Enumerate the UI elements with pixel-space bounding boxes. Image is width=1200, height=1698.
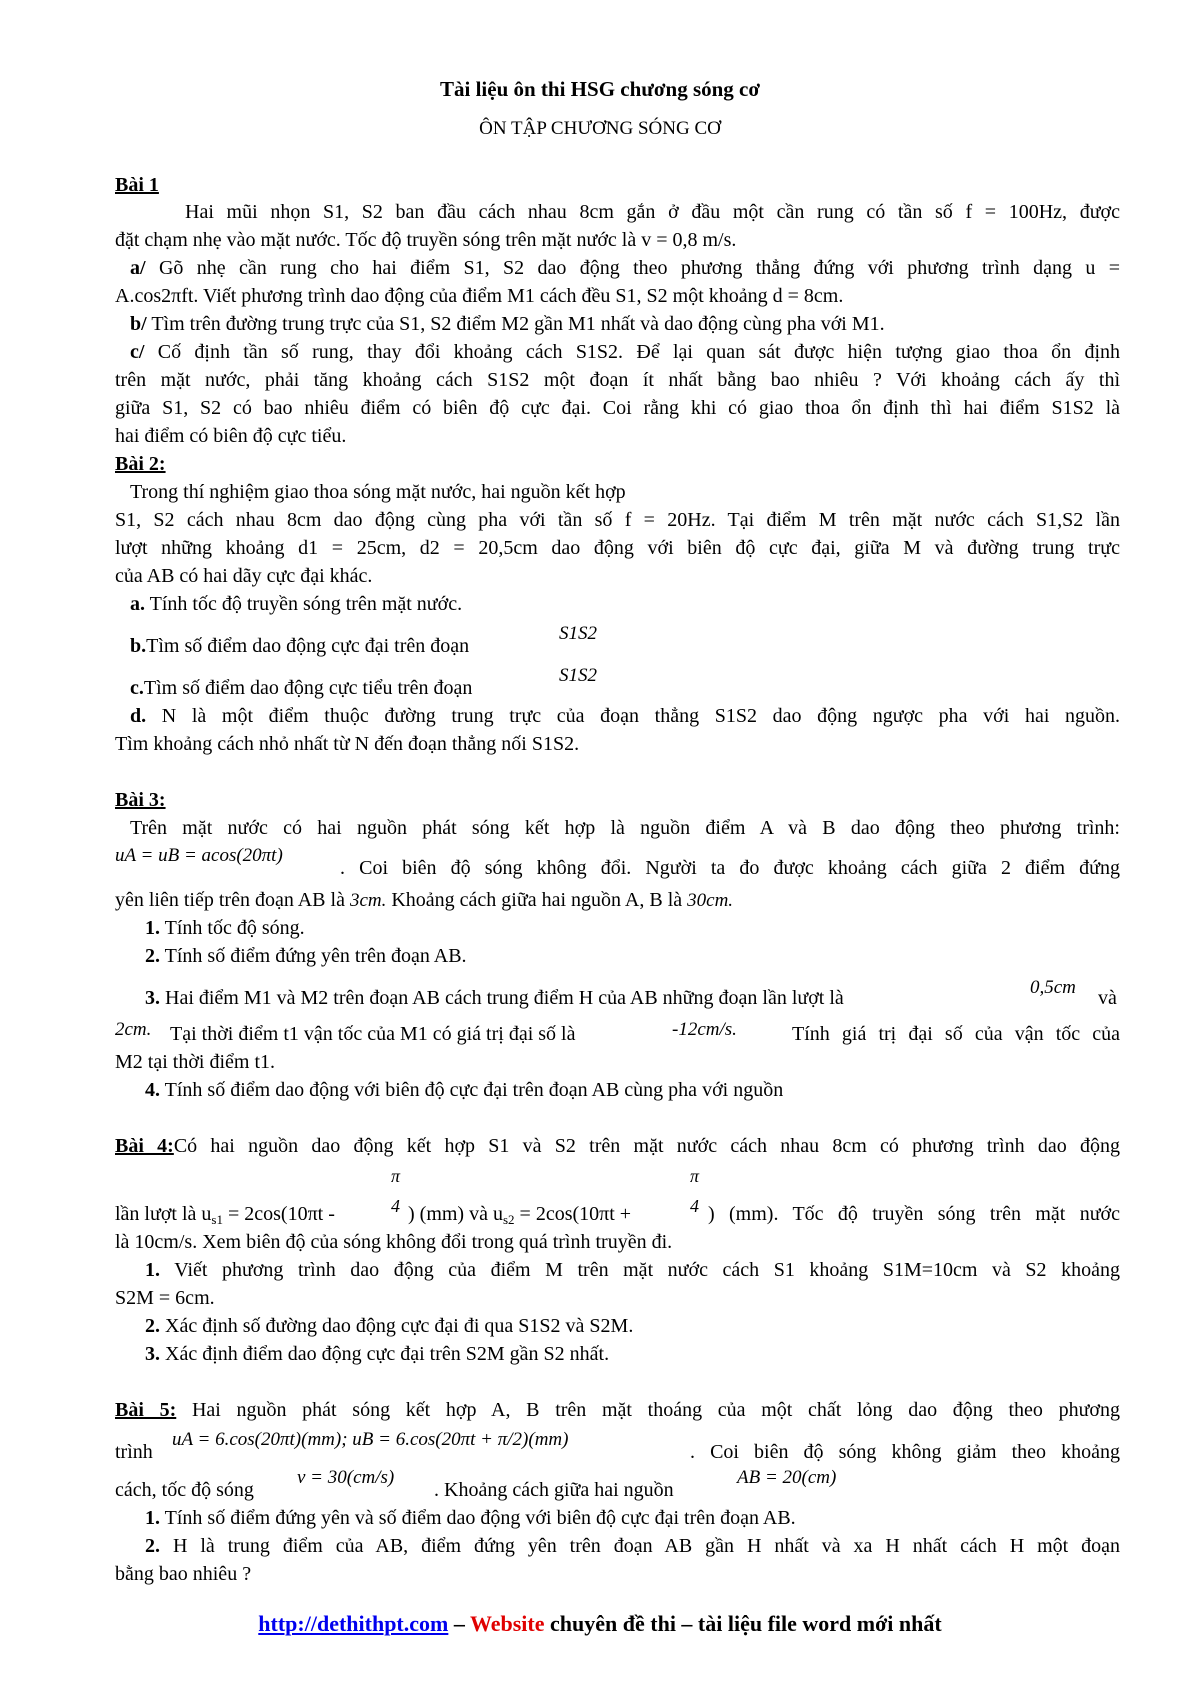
- label-a: a/: [130, 257, 146, 279]
- bai4-heading: Bài 4:: [115, 1135, 174, 1157]
- footer-website: Website: [469, 1611, 545, 1636]
- bai3-2cm: 2cm.: [115, 1019, 152, 1040]
- bai2-c-line: [115, 676, 1135, 700]
- bai4-item3: [115, 1342, 1150, 1366]
- bai1-line1: Hai mũi nhọn S1, S2 ban đầu cách nhau 8cm gắn ở đầu một cần rung có tần số f = 100Hz, được: [185, 201, 1120, 223]
- bai3-item1-text: Tính tốc độ sóng.: [164, 917, 305, 939]
- bai4-u2: ) (mm) và u: [408, 1203, 503, 1225]
- bai4-item1-line1: [115, 1258, 1120, 1282]
- bai2-c-text: Tìm số điểm dao động cực tiểu trên đoạn: [143, 677, 473, 699]
- footer-rest: chuyên đề thi – tài liệu file word mới nhất: [544, 1611, 942, 1636]
- bai3-heading: Bài 3:: [115, 789, 166, 811]
- label-d-dot: d.: [130, 705, 147, 727]
- label-b: b/: [130, 313, 147, 335]
- bai4-item3-text: Xác định điểm dao động cực đại trên S2M gần S2 nhất.: [165, 1343, 610, 1365]
- bai1-c-line2: trên mặt nước, phải tăng khoảng cách S1S2 một đoạn ít nhất bằng bao nhiêu ? Với khoảng cách ấy thì: [115, 369, 1120, 391]
- bai5-velocity: v = 30(cm/s): [297, 1467, 395, 1488]
- bai3-va: và: [1098, 987, 1117, 1009]
- bai2-b-line: [115, 634, 1135, 658]
- bai1-c-text: Cố định tần số rung, thay đổi khoảng cách S1S2. Để lại quan sát được hiện tượng giao thoa ổn định: [157, 341, 1121, 363]
- bai1-c-line4: hai điểm có biên độ cực tiểu.: [115, 425, 347, 447]
- bai2-line4: của AB có hai dãy cực đại khác.: [115, 565, 373, 587]
- bai4-item1-line2: S2M = 6cm.: [115, 1287, 215, 1309]
- bai4-item2: [115, 1314, 1150, 1338]
- bai1-c-line1: [115, 340, 1120, 364]
- bai2-d-text: N là một điểm thuộc đường trung trực của đoạn thẳng S1S2 dao động ngược pha với hai nguồn.: [161, 705, 1121, 727]
- bai5-line2-a: trình: [115, 1441, 153, 1463]
- bai3-item2-text: Tính số điểm đứng yên trên đoạn AB.: [164, 945, 467, 967]
- bai3-equation: uA = uB = acos(20πt): [115, 845, 283, 866]
- bai2-c-formula: S1S2: [559, 665, 597, 686]
- bai5-distance: AB = 20(cm): [737, 1467, 837, 1488]
- bai3-line1: Trên mặt nước có hai nguồn phát sóng kết hợp là nguồn điểm A và B dao động theo phương trình:: [130, 817, 1120, 839]
- bai4-u2-eq: = 2cos(10πt +: [519, 1203, 632, 1225]
- label-2: 2.: [145, 945, 160, 967]
- bai3-item2: [115, 944, 1150, 968]
- bai3-item3-line3: M2 tại thời điểm t1.: [115, 1051, 276, 1073]
- label-a-dot: a.: [130, 593, 145, 615]
- bai4-four-1: 4: [391, 1196, 400, 1216]
- bai5-line3-b: . Khoảng cách giữa hai nguồn: [434, 1479, 674, 1501]
- bai3-item1: [115, 916, 1150, 940]
- label-1: 1.: [145, 1507, 160, 1529]
- document-subtitle: ÔN TẬP CHƯƠNG SÓNG CƠ: [479, 118, 721, 139]
- bai3-item4: [115, 1078, 1150, 1102]
- bai3-line3-a: yên liên tiếp trên đoạn AB là: [115, 889, 345, 911]
- bai4-line1-text: Có hai nguồn dao động kết hợp S1 và S2 trên mặt nước cách nhau 8cm có phương trình dao động: [173, 1135, 1121, 1157]
- bai3-item3-line1: [115, 986, 1150, 1010]
- footer: [0, 1612, 1200, 1636]
- bai1-a-line2: A.cos2πft. Viết phương trình dao động của điểm M1 cách đều S1, S2 một khoảng d = 8cm.: [115, 285, 844, 307]
- bai4-u1: lần lượt là u: [115, 1203, 212, 1225]
- bai3-3cm: 3cm.: [349, 890, 387, 911]
- bai2-a-line: [115, 592, 1135, 616]
- bai5-line2-b: . Coi biên độ sóng không giảm theo khoảng: [690, 1441, 1120, 1463]
- bai4-line2-a: lần lượt là $u_{s1} = 2\cos(10\pi t$ -: [115, 1203, 335, 1227]
- bai1-c-line3: giữa S1, S2 có bao nhiêu điểm có biên độ cực đại. Coi rằng khi có giao thoa ổn định thì hai điểm S1S2 là: [115, 397, 1120, 419]
- label-1: 1.: [145, 917, 160, 939]
- bai4-item1-text: Viết phương trình dao động của điểm M trên mặt nước cách S1 khoảng S1M=10cm và S2 khoảng: [174, 1259, 1120, 1281]
- bai3-05cm: 0,5cm: [1030, 977, 1076, 998]
- label-b-dot: b.: [130, 635, 147, 657]
- bai4-line1: [115, 1134, 1120, 1158]
- bai3-item3-text: Hai điểm M1 và M2 trên đoạn AB cách trung điểm H của AB những đoạn lần lượt là: [165, 987, 844, 1009]
- footer-link[interactable]: http://dethithpt.com: [258, 1611, 449, 1636]
- bai3-line3: [115, 888, 1120, 913]
- bai5-item2-line2: bằng bao nhiêu ?: [115, 1563, 252, 1585]
- bai3-30cm: 30cm.: [687, 890, 734, 911]
- label-3: 3.: [145, 1343, 160, 1365]
- bai5-line3-a: cách, tốc độ sóng: [115, 1479, 254, 1501]
- bai2-d-line2: Tìm khoảng cách nhỏ nhất từ N đến đoạn thẳng nối S1S2.: [115, 733, 580, 755]
- bai1-b-text: Tìm trên đường trung trực của S1, S2 điểm M2 gần M1 nhất và dao động cùng pha với M1.: [151, 313, 885, 335]
- bai3-line3-b: Khoảng cách giữa hai nguồn A, B là: [391, 889, 683, 911]
- bai5-equation: uA = 6.cos(20πt)(mm); uB = 6.cos(20πt + π/2)(mm): [172, 1429, 569, 1450]
- bai4-line2-b: ) (mm) và $u_{s2} = 2\cos(10\pi t$ +: [408, 1203, 632, 1227]
- bai5-heading: Bài 5:: [115, 1399, 177, 1421]
- bai2-heading: Bài 2:: [115, 453, 166, 475]
- bai2-b-text: Tìm số điểm dao động cực đại trên đoạn: [146, 635, 470, 657]
- label-3: 3.: [145, 987, 160, 1009]
- bai1-a-line1: [115, 256, 1120, 280]
- bai2-line3: lượt những khoảng d1 = 25cm, d2 = 20,5cm dao động với biên độ cực đại, giữa M và đường trung trực: [115, 537, 1120, 559]
- bai2-line1: Trong thí nghiệm giao thoa sóng mặt nước, hai nguồn kết hợp: [130, 481, 626, 503]
- bai3-line2: . Coi biên độ sóng không đổi. Người ta đo được khoảng cách giữa 2 điểm đứng: [340, 857, 1120, 879]
- label-2: 2.: [145, 1535, 160, 1557]
- bai3-item4-text: Tính số điểm dao động với biên độ cực đại trên đoạn AB cùng pha với nguồn: [164, 1079, 784, 1101]
- bai3-item3-line2b: Tính giá trị đại số của vận tốc của: [792, 1023, 1120, 1045]
- bai4-line3: là 10cm/s. Xem biên độ của sóng không đổi trong quá trình truyền đi.: [115, 1231, 673, 1253]
- bai5-line1: [115, 1398, 1120, 1422]
- bai3-item3-line2a: Tại thời điểm t1 vận tốc của M1 có giá trị đại số là: [170, 1023, 576, 1045]
- label-2: 2.: [145, 1315, 160, 1337]
- bai1-b-line: [115, 312, 1135, 336]
- bai4-u1-eq: = 2cos(10πt -: [227, 1203, 335, 1225]
- bai1-heading: Bài 1: [115, 174, 159, 196]
- bai3-velocity: -12cm/s.: [672, 1019, 737, 1040]
- bai5-item2-line1: [115, 1534, 1120, 1558]
- label-c-dot: c.: [130, 677, 144, 699]
- bai5-line1-text: Hai nguồn phát sóng kết hợp A, B trên mặt thoáng của một chất lỏng dao động theo phương: [191, 1399, 1121, 1421]
- label-4: 4.: [145, 1079, 160, 1101]
- bai2-b-formula: S1S2: [559, 623, 597, 644]
- bai2-a-text: Tính tốc độ truyền sóng trên mặt nước.: [149, 593, 463, 615]
- bai2-d-line1: [115, 704, 1120, 728]
- bai2-line2: S1, S2 cách nhau 8cm dao động cùng pha với tần số f = 20Hz. Tại điểm M trên mặt nước cách S1,S2 lần: [115, 509, 1120, 531]
- bai5-item1: [115, 1506, 1150, 1530]
- bai4-pi-2: π: [690, 1166, 700, 1186]
- bai4-line2-c: ) (mm). Tốc độ truyền sóng trên mặt nước: [708, 1203, 1120, 1225]
- bai4-four-2: 4: [690, 1196, 699, 1216]
- bai5-item1-text: Tính số điểm đứng yên và số điểm dao động với biên độ cực đại trên đoạn AB.: [164, 1507, 796, 1529]
- label-c: c/: [130, 341, 145, 363]
- bai4-pi-1: π: [391, 1166, 401, 1186]
- bai1-a-text: Gõ nhẹ cần rung cho hai điểm S1, S2 dao động theo phương thẳng đứng với phương trình dạng u =: [158, 257, 1121, 279]
- document-title: Tài liệu ôn thi HSG chương sóng cơ: [439, 77, 760, 101]
- bai1-line2: đặt chạm nhẹ vào mặt nước. Tốc độ truyền sóng trên mặt nước là v = 0,8 m/s.: [115, 229, 737, 251]
- label-1: 1.: [145, 1259, 160, 1281]
- bai5-item2-text: H là trung điểm của AB, điểm đứng yên trên đoạn AB gần H nhất và xa H nhất cách H một đoạn: [172, 1535, 1121, 1557]
- footer-dash: –: [448, 1611, 470, 1636]
- bai4-item2-text: Xác định số đường dao động cực đại đi qua S1S2 và S2M.: [165, 1315, 634, 1337]
